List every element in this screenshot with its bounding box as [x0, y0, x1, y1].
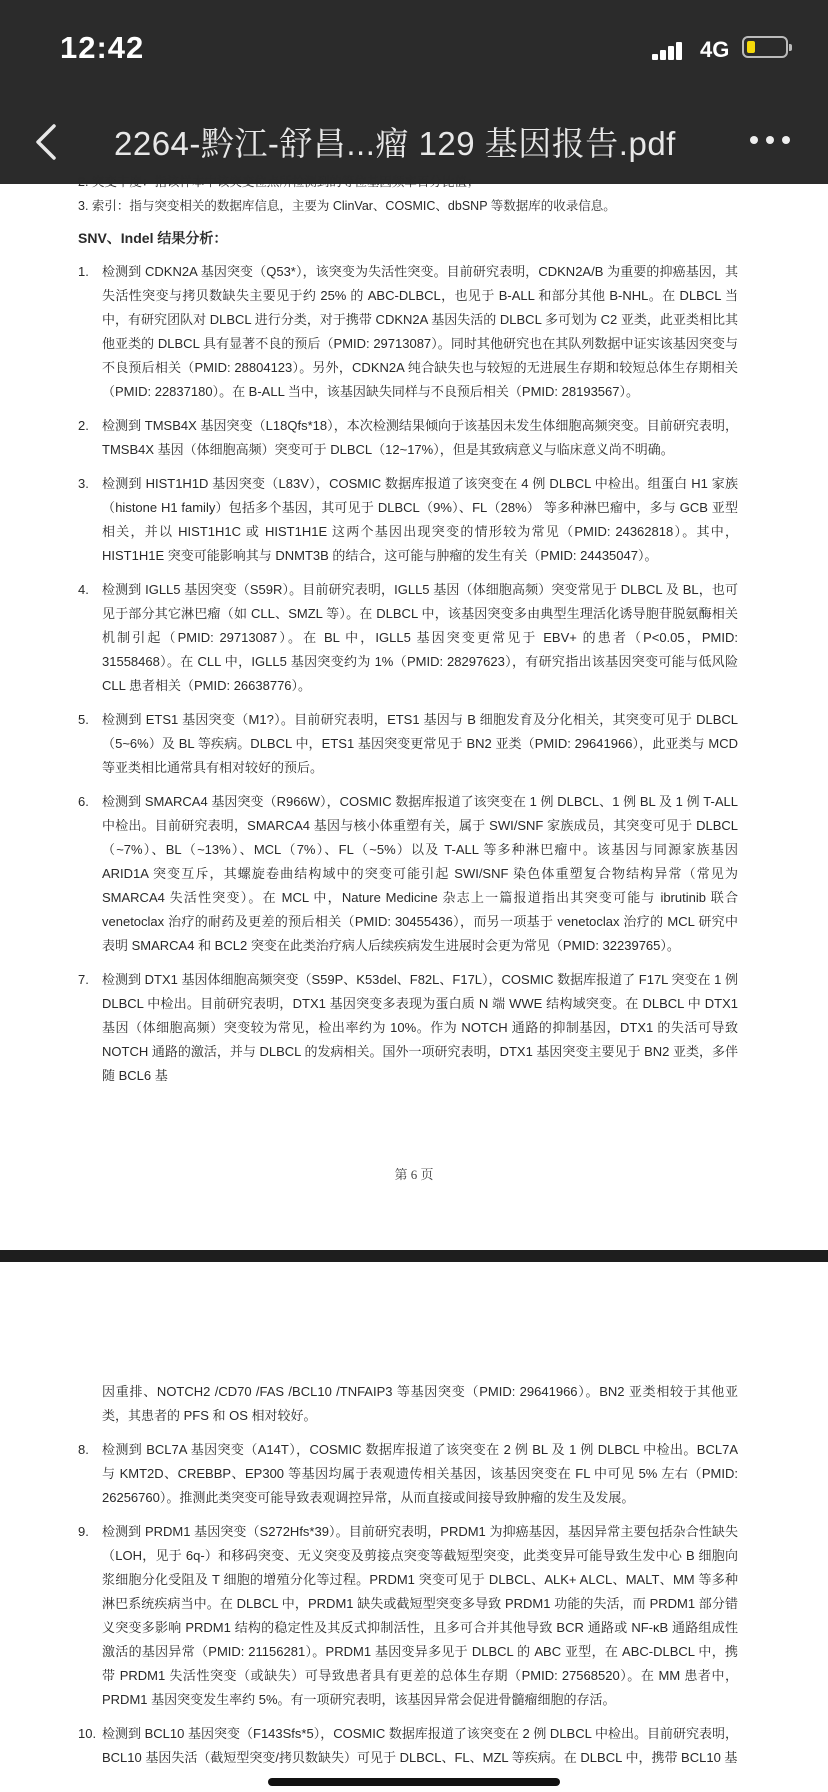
battery-icon	[742, 36, 788, 58]
status-time: 12:42	[60, 30, 145, 65]
item-number: 5.	[78, 712, 89, 727]
item-text: 检测到 SMARCA4 基因突变（R966W），COSMIC 数据库报道了该突变在 1 例 DLBCL、1 例 BL 及 1 例 T-ALL 中检出。目前研究表明，SMARCA4 基因与核小体重塑有关，属于 SWI/SNF 家族成员，其突变可见于 DLBCL（~7%）、BL（~13%）、MCL（7%）、FL（~5%）以及 T-ALL 等多种淋巴瘤中。该基因与同源家族基因 ARID1A 突变互斥，其螺旋卷曲结构域中的突变可能引起 SWI/SNF 染色体重塑复合物结构异常（常见为 SMARCA4 失活性突变）。在 MCL 中，Nature Medicine 杂志上一篇报道指出其突变可能与 ibrutinib 联合 venetoclax 治疗的耐药及更差的预后相关（PMID: 30455436），而另一项基于 venetoclax 治疗的 MCL 研究中表明 SMARCA4 和 BCL2 突变在此类治疗病人后续疾病发生进展时会更为常见（PMID: 32239765）。	[102, 794, 738, 953]
network-type: 4G	[700, 37, 730, 62]
item-number: 2.	[78, 418, 89, 433]
item-number: 10.	[78, 1726, 97, 1741]
note-line: 2. 突变丰度：指该样本中该突变位点所检测到的等位基因频率百分比值；	[78, 175, 480, 189]
item-text: 检测到 HIST1H1D 基因突变（L83V），COSMIC 数据库报道了该突变在 4 例 DLBCL 中检出。组蛋白 H1 家族（histone H1 family）包括多个基因，其可见于 DLBCL（9%）、FL（28%） 等多种淋巴瘤中，多与 GCB 亚型相关，并以 HIST1H1C 或 HIST1H1E 这两个基因出现突变的情形较为常见（PMID: 24362818）。其中，HIST1H1E 突变可能影响其与 DNMT3B 的结合，这可能与肿瘤的发生有关（PMID: 24435047）。	[102, 476, 738, 563]
item-text: 检测到 IGLL5 基因突变（S59R）。目前研究表明，IGLL5 基因（体细胞高频）突变常见于 DLBCL 及 BL，也可见于部分其它淋巴瘤（如 CLL、SMZL 等）。在 DLBCL 中，该基因突变多由典型生理活化诱导胞苷脱氨酶相关机制引起（PMID: 29713087）。在 BL 中，IGLL5 基因突变更常见于 EBV+ 的患者（P<0.05，PMID: 31558468）。在 CLL 中，IGLL5 基因突变约为 1%（PMID: 28297623），有研究指出该基因突变可能与低风险 CLL 患者相关（PMID: 26638776）。	[102, 582, 738, 693]
list-item	[78, 1722, 738, 1770]
list-item	[78, 260, 738, 404]
list-item	[78, 1380, 738, 1428]
list-item	[78, 1438, 738, 1510]
note-line: 3. 索引：指与突变相关的数据库信息，主要为 ClinVar、COSMIC、dbSNP 等数据库的收录信息。	[78, 199, 616, 213]
item-text: 检测到 BCL10 基因突变（F143Sfs*5），COSMIC 数据库报道了该突变在 2 例 DLBCL 中检出。目前研究表明，BCL10 基因失活（截短型突变/拷贝数缺失）可见于 DLBCL、FL、MZL 等疾病。在 DLBCL 中，携带 BCL10 基	[102, 1726, 738, 1765]
item-text: 检测到 ETS1 基因突变（M1?）。目前研究表明，ETS1 基因与 B 细胞发育及分化相关，其突变可见于 DLBCL（5~6%）及 BL 等疾病。DLBCL 中，ETS1 基因突变更常见于 BN2 亚类（PMID: 29641966），此亚类与 MCD 等亚类相比通常具有相对较好的预后。	[102, 712, 738, 775]
more-options-icon[interactable]	[750, 136, 794, 148]
item-number: 8.	[78, 1442, 89, 1457]
item-number: 7.	[78, 972, 89, 987]
list-item	[78, 414, 738, 462]
item-text: 检测到 TMSB4X 基因突变（L18Qfs*18），本次检测结果倾向于该基因未发生体细胞高频突变。目前研究表明，TMSB4X 基因（体细胞高频）突变可于 DLBCL（12~17%），但是其致病意义与临床意义尚不明确。	[102, 418, 738, 457]
list-item	[78, 968, 738, 1088]
item-number: 1.	[78, 264, 89, 279]
item-text: 检测到 BCL7A 基因突变（A14T），COSMIC 数据库报道了该突变在 2 例 BL 及 1 例 DLBCL 中检出。BCL7A 与 KMT2D、CREBBP、EP300 等基因均属于表观遗传相关基因，该基因突变在 FL 中可见 5% 左右（PMID: 26256760）。推测此类突变可能导致表观调控异常，从而直接或间接导致肿瘤的发生及发展。	[102, 1442, 738, 1505]
item-number: 6.	[78, 794, 89, 809]
page-separator	[0, 1250, 828, 1262]
item-number: 9.	[78, 1524, 89, 1539]
pdf-page	[0, 1262, 828, 1792]
page-number: 第 6 页	[394, 1167, 434, 1182]
list-item	[78, 1520, 738, 1712]
item-number: 4.	[78, 582, 89, 597]
item-text: 检测到 CDKN2A 基因突变（Q53*），该突变为失活性突变。目前研究表明，CDKN2A/B 为重要的抑癌基因，其失活性突变与拷贝数缺失主要见于约 25% 的 ABC-DLBCL，也见于 B-ALL 和部分其他 B-NHL。在 DLBCL 当中，有研究团队对 DLBCL 进行分类，对于携带 CDKN2A 基因失活的 DLBCL 多可划为 C2 亚类，此亚类相比其他亚类的 DLBCL 具有显著不良的预后（PMID: 29713087）。同时其他研究也在其队列数据中证实该基因突变与不良预后相关（PMID: 28804123）。另外，CDKN2A 纯合缺失也与较短的无进展生存期和较短总体生存期相关（PMID: 22837180）。在 B-ALL 当中，该基因缺失同样与不良预后相关（PMID: 28193567）。	[102, 264, 738, 399]
signal-icon	[652, 40, 690, 60]
list-item	[78, 578, 738, 698]
list-item	[78, 708, 738, 780]
page-content	[78, 170, 738, 1098]
item-number: 3.	[78, 476, 89, 491]
status-bar	[0, 0, 828, 100]
item-text: 检测到 PRDM1 基因突变（S272Hfs*39）。目前研究表明，PRDM1 为抑癌基因，基因异常主要包括杂合性缺失（LOH，见于 6q-）和移码突变、无义突变及剪接点突变等截短型突变，此类变异可能导致生发中心 B 细胞向浆细胞分化受阻及 T 细胞的增殖分化等过程。PRDM1 突变可见于 DLBCL、ALK+ ALCL、MALT、MM 等多种淋巴系统疾病当中。在 DLBCL 中，PRDM1 缺失或截短型突变多导致 PRDM1 功能的失活，而 PRDM1 部分错义突变多影响 PRDM1 结构的稳定性及其反式抑制活性，且多可合并其他导致 BCR 通路或 NF-κB 通路组成性激活的基因异常（PMID: 21156281）。PRDM1 基因变异多见于 DLBCL 的 ABC 亚型，在 ABC-DLBCL 中，携带 PRDM1 失活性突变（或缺失）可导致患者具有更差的总体生存期（PMID: 27568520）。在 MM 患者中，PRDM1 基因突变发生率约 5%。有一项研究表明，该基因异常会促进骨髓瘤细胞的存活。	[102, 1524, 738, 1707]
item-text: 检测到 DTX1 基因体细胞高频突变（S59P、K53del、F82L、F17L），COSMIC 数据库报道了 F17L 突变在 1 例 DLBCL 中检出。目前研究表明，DTX1 基因突变多表现为蛋白质 N 端 WWE 结构域突变。在 DLBCL 中 DTX1 基因（体细胞高频）突变较为常见，检出率约为 10%。作为 NOTCH 通路的抑制基因，DTX1 的失活可导致 NOTCH 通路的激活，并与 DLBCL 的发病相关。国外一项研究表明，DTX1 基因突变主要见于 BN2 亚类，多伴随 BCL6 基	[102, 972, 738, 1083]
home-indicator[interactable]	[268, 1778, 560, 1786]
continued-text: 因重排、NOTCH2 /CD70 /FAS /BCL10 /TNFAIP3 等基因突变（PMID: 29641966）。BN2 亚类相较于其他亚类，其患者的 PFS 和 OS 相对较好。	[102, 1384, 738, 1423]
list-item	[78, 790, 738, 958]
pdf-page	[0, 175, 828, 1250]
page-content	[78, 1380, 738, 1780]
document-title: 2264-黔江-舒昌...瘤 129 基因报告.pdf	[114, 125, 676, 162]
section-heading: SNV、Indel 结果分析：	[78, 230, 228, 246]
list-item	[78, 472, 738, 568]
back-arrow-icon[interactable]	[30, 122, 66, 162]
